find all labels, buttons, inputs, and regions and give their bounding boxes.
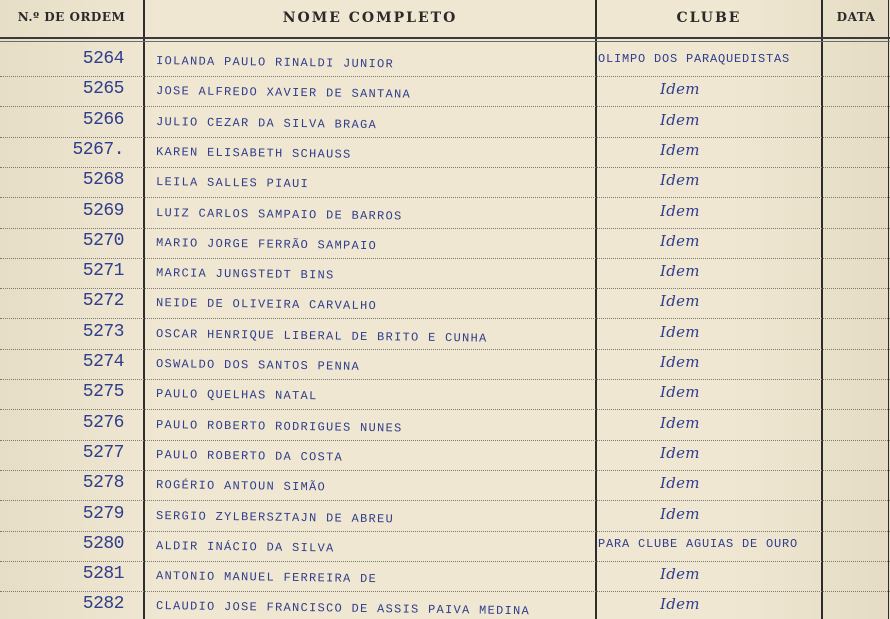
full-name: PAULO ROBERTO RODRIGUES NUNES bbox=[155, 417, 403, 436]
full-name: JULIO CEZAR DA SILVA BRAGA bbox=[155, 114, 378, 132]
order-number: 5264 bbox=[82, 49, 124, 69]
order-number: 5280 bbox=[82, 533, 124, 554]
header-rule bbox=[0, 37, 890, 39]
table-row bbox=[0, 76, 890, 107]
order-number: 5279 bbox=[82, 503, 124, 524]
club-name: Idem bbox=[660, 504, 700, 523]
table-row bbox=[0, 137, 890, 168]
club-name: Idem bbox=[660, 110, 700, 129]
club-name: Idem bbox=[660, 565, 700, 584]
full-name: ALDIR INÁCIO DA SILVA bbox=[155, 538, 335, 556]
order-number: 5274 bbox=[82, 352, 124, 372]
club-name: Idem bbox=[660, 201, 700, 220]
club-name: Idem bbox=[660, 474, 700, 493]
order-number: 5277 bbox=[82, 442, 124, 463]
order-number: 5268 bbox=[82, 170, 124, 191]
club-name: Idem bbox=[660, 231, 700, 250]
table-row bbox=[0, 349, 890, 380]
club-name: OLIMPO DOS PARAQUEDISTAS bbox=[598, 52, 791, 66]
full-name: IOLANDA PAULO RINALDI JUNIOR bbox=[155, 54, 395, 72]
order-number: 5272 bbox=[82, 291, 124, 312]
club-name: Idem bbox=[660, 413, 700, 432]
table-row bbox=[0, 107, 890, 138]
club-name: Idem bbox=[660, 443, 700, 462]
table-row bbox=[0, 167, 890, 198]
order-number: 5266 bbox=[82, 109, 124, 130]
full-name: OSCAR HENRIQUE LIBERAL DE BRITO E CUNHA bbox=[155, 326, 488, 346]
order-number: 5265 bbox=[82, 79, 124, 100]
table-row bbox=[0, 258, 890, 289]
full-name: ROGÉRIO ANTOUN SIMÃO bbox=[155, 478, 327, 495]
table-row bbox=[0, 561, 890, 592]
full-name: LEILA SALLES PIAUI bbox=[155, 175, 310, 192]
club-name: Idem bbox=[660, 292, 700, 311]
table-row bbox=[0, 531, 890, 562]
order-number: 5271 bbox=[82, 261, 124, 282]
order-number: 5282 bbox=[82, 594, 124, 615]
club-name: Idem bbox=[660, 80, 700, 99]
header-rule bbox=[0, 41, 890, 42]
order-number: 5269 bbox=[82, 200, 124, 221]
table-row bbox=[0, 198, 890, 229]
order-number: 5267. bbox=[72, 139, 124, 160]
full-name: KAREN ELISABETH SCHAUSS bbox=[155, 144, 352, 162]
order-number: 5273 bbox=[82, 321, 124, 342]
club-name: Idem bbox=[660, 353, 700, 371]
full-name: CLAUDIO JOSE FRANCISCO DE ASSIS PAIVA MEDINA bbox=[155, 599, 531, 619]
table-row bbox=[0, 319, 890, 350]
club-name: Idem bbox=[660, 595, 700, 614]
order-number: 5270 bbox=[82, 230, 124, 251]
club-name: Idem bbox=[660, 171, 700, 190]
club-name: Idem bbox=[660, 262, 700, 281]
header-ordem: N.º DE ORDEM bbox=[17, 10, 126, 24]
table-row bbox=[0, 46, 890, 77]
header-data: DATA bbox=[836, 10, 876, 24]
club-name: PARA CLUBE AGUIAS DE OURO bbox=[598, 536, 799, 551]
table-row bbox=[0, 470, 890, 501]
full-name: JOSE ALFREDO XAVIER DE SANTANA bbox=[155, 84, 412, 102]
order-number: 5281 bbox=[82, 564, 124, 585]
table-row bbox=[0, 440, 890, 471]
full-name: SERGIO ZYLBERSZTAJN DE ABREU bbox=[155, 508, 395, 526]
full-name: PAULO ROBERTO DA COSTA bbox=[155, 447, 344, 465]
order-number: 5278 bbox=[82, 473, 124, 494]
full-name: PAULO QUELHAS NATAL bbox=[155, 387, 318, 404]
order-number: 5275 bbox=[82, 382, 124, 403]
club-name: Idem bbox=[660, 140, 700, 159]
table-row bbox=[0, 501, 890, 532]
club-name: Idem bbox=[660, 383, 700, 402]
full-name: MARCIA JUNGSTEDT BINS bbox=[155, 266, 335, 283]
table-row bbox=[0, 410, 890, 441]
club-name: Idem bbox=[660, 322, 700, 341]
table-row bbox=[0, 591, 890, 619]
header-clube: CLUBE bbox=[676, 10, 742, 26]
header-nome: NOME COMPLETO bbox=[282, 10, 458, 26]
full-name: NEIDE DE OLIVEIRA CARVALHO bbox=[155, 296, 378, 314]
full-name: LUIZ CARLOS SAMPAIO DE BARROS bbox=[155, 205, 403, 223]
table-row bbox=[0, 288, 890, 319]
order-number: 5276 bbox=[82, 412, 124, 433]
table-row bbox=[0, 379, 890, 410]
table-row bbox=[0, 228, 890, 259]
full-name: OSWALDO DOS SANTOS PENNA bbox=[155, 357, 361, 374]
full-name: MARIO JORGE FERRÃO SAMPAIO bbox=[155, 235, 378, 253]
full-name: ANTONIO MANUEL FERREIRA DE bbox=[155, 569, 378, 587]
